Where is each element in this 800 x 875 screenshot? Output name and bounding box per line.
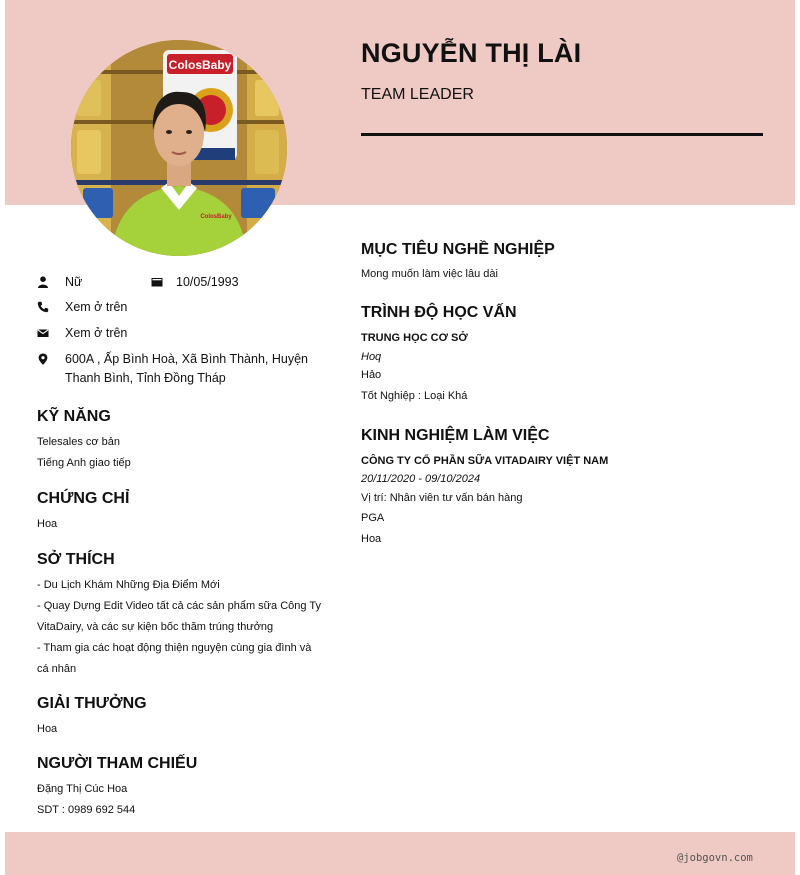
photo-shirt-text: ColosBaby	[200, 214, 232, 220]
experience-company: CÔNG TY CỔ PHẦN SỮA VITADAIRY VIỆT NAM	[361, 455, 609, 467]
email-value: Xem ở trên	[65, 326, 128, 340]
experience-period: 20/11/2020 - 09/10/2024	[361, 473, 481, 485]
certificates-title: CHỨNG CHỈ	[37, 490, 130, 507]
hobby-line: VitaDairy, và các sự kiện bốc thăm trúng thưởng	[37, 621, 274, 633]
candidate-role: TEAM LEADER	[361, 86, 474, 103]
objective-text: Mong muốn làm việc lâu dài	[361, 268, 498, 280]
skill-item: Telesales cơ bản	[37, 436, 121, 448]
experience-line: Vị trí: Nhân viên tư vấn bán hàng	[361, 492, 523, 504]
education-school: TRUNG HỌC CƠ SỞ	[361, 332, 468, 344]
person-icon	[37, 276, 49, 288]
certificate-item: Hoa	[37, 518, 58, 530]
birthday-row	[151, 273, 239, 292]
awards-title: GIẢI THƯỞNG	[37, 695, 147, 712]
address-row	[37, 350, 327, 388]
phone-row	[37, 298, 127, 317]
watermark: @jobgovn.com	[677, 852, 753, 864]
address-line-1: 600A , Ấp Bình Hoà, Xã Bình Thành, Huyện	[65, 352, 308, 366]
phone-value: Xem ở trên	[65, 300, 128, 314]
hobbies-title: SỞ THÍCH	[37, 551, 115, 568]
education-major: Hoq	[361, 351, 382, 363]
education-title: TRÌNH ĐỘ HỌC VẤN	[361, 304, 517, 321]
gender-value: Nữ	[65, 275, 83, 289]
hobby-line: - Quay Dựng Edit Video tất cả các sản phẩm sữa Công Ty	[37, 600, 321, 612]
reference-item: SDT : 0989 692 544	[37, 804, 136, 816]
references-title: NGƯỜI THAM CHIẾU	[37, 755, 198, 772]
email-row	[37, 324, 127, 343]
phone-icon	[37, 301, 49, 313]
photo-brand-text: ColosBaby	[168, 58, 232, 72]
gender-row	[37, 273, 82, 292]
candidate-name: NGUYỄN THỊ LÀI	[361, 38, 582, 68]
calendar-icon	[151, 276, 163, 288]
hobby-line: - Du Lịch Khám Những Địa Điểm Mới	[37, 579, 220, 591]
reference-item: Đặng Thị Cúc Hoa	[37, 783, 128, 795]
location-pin-icon	[37, 353, 49, 365]
award-item: Hoa	[37, 723, 58, 735]
education-line: Tốt Nghiệp : Loại Khá	[361, 390, 468, 402]
objective-title: MỤC TIÊU NGHỀ NGHIỆP	[361, 241, 555, 258]
experience-title: KINH NGHIỆM LÀM VIỆC	[361, 427, 550, 444]
skills-title: KỸ NĂNG	[37, 408, 111, 425]
experience-line: Hoa	[361, 533, 382, 545]
mail-icon	[37, 327, 49, 339]
birthday-value: 10/05/1993	[176, 275, 239, 289]
profile-photo	[71, 40, 287, 256]
hobby-line: - Tham gia các hoạt động thiện nguyện cùng gia đình và	[37, 642, 312, 654]
skill-item: Tiếng Anh giao tiếp	[37, 457, 131, 469]
experience-line: PGA	[361, 512, 385, 524]
hobby-line: cá nhân	[37, 663, 77, 675]
address-line-2: Thanh Bình, Tỉnh Đồng Tháp	[65, 371, 226, 385]
header-divider	[361, 133, 763, 136]
education-line: Hảo	[361, 369, 382, 381]
